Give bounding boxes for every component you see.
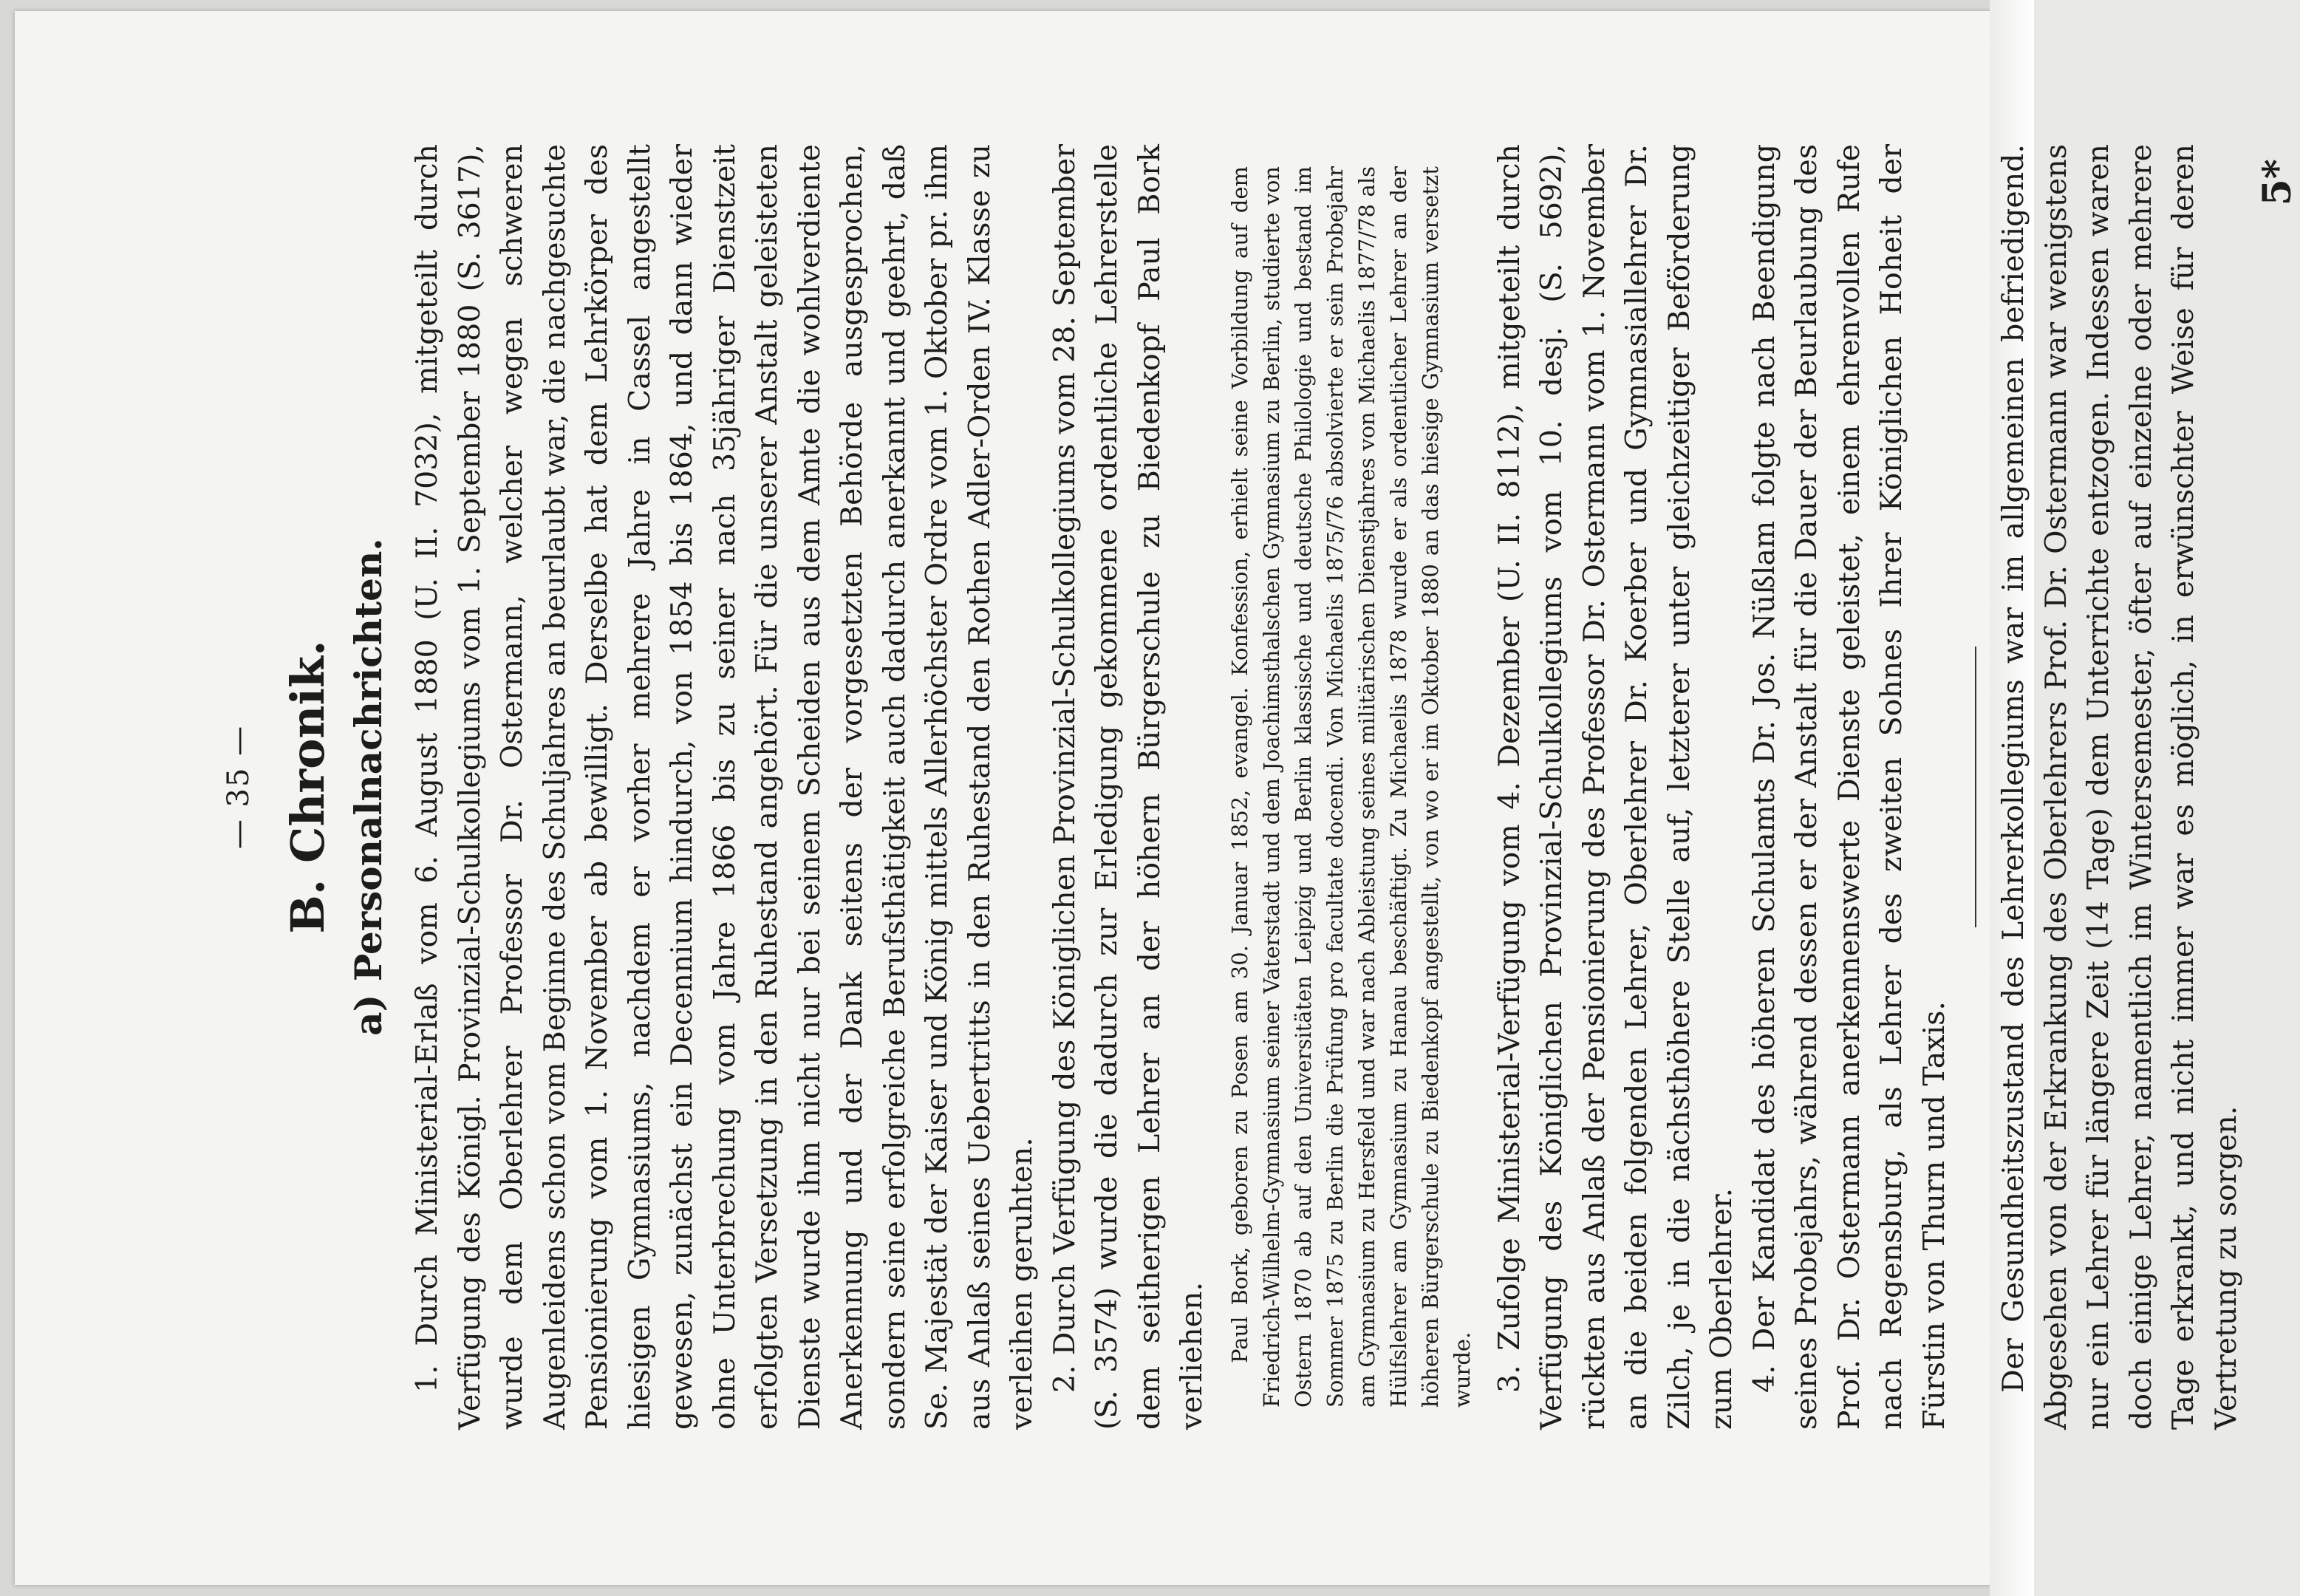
document-page	[111, 92, 2300, 1496]
subsection-title: a) Personalnachrichten.	[347, 538, 390, 1036]
signature-mark: 5*	[2255, 159, 2300, 206]
paragraph-4: 4. Der Kandidat des höheren Schulamts Dr. Jos. Nüßlam folgte nach Beendigung seines Probejahrs, während dessen er der Anstalt für die Dauer der Beurlaubung des Prof. Dr. Ostermann anerkennenswerte Dienste geleistet, einem ehrenvollen Rufe nach Regensburg, als Lehrer des zweiten Sohnes Ihrer Königlichen Hoheit der Fürstin von Thurn und Taxis.	[1747, 144, 1951, 1430]
section-divider	[1975, 647, 1976, 927]
section-title: B. Chronik.	[281, 640, 335, 934]
paragraph-2: 2. Durch Verfügung des Königlichen Provinzial-Schulkollegiums vom 28. September (S. 3574) wurde die dadurch zur Erledigung gekommene ordentliche Lehrerstelle dem seitherigen Lehrer an der höhern Bürgerschule zu Biedenkopf Paul Bork verliehen.	[1047, 144, 1209, 1430]
page-number: — 35 —	[222, 724, 256, 850]
paragraph-1: 1. Durch Ministerial-Erlaß vom 6. August 1880 (U. II. 7032), mitgeteilt durch Verfügung des Königl. Provinzial-Schulkollegiums vom 1. September 1880 (S. 3617), wurde dem Oberlehrer Professor Dr. Ostermann, welcher wegen schweren Augenleidens schon vom Beginne des Schuljahres an beurlaubt war, die nachgesuchte Pensionierung vom 1. November ab bewilligt. Derselbe hat dem Lehrkörper des hiesigen Gymnasiums, nachdem er vorher mehrere Jahre in Cassel angestellt gewesen, zunächst ein Decennium hindurch, von 1854 bis 1864, und dann wieder ohne Unterbrechung vom Jahre 1866 bis zu seiner nach 35jähriger Dienstzeit erfolgten Versetzung in den Ruhestand angehört. Für die unserer Anstalt geleisteten Dienste wurde ihm nicht nur bei seinem Scheiden aus dem Amte die wohlverdiente Anerkennung und der Dank seitens der vorgesetzten Behörde ausgesprochen, sondern seine erfolgreiche Berufsthätigkeit auch dadurch anerkannt und geehrt, daß Se. Majestät der Kaiser und König mittels Allerhöchster Ordre vom 1. Oktober pr. ihm aus Anlaß seines Uebertritts in den Ruhestand den Rothen Adler-Orden IV. Klasse zu verleihen geruhten.	[410, 144, 1039, 1430]
paragraph-health: Der Gesundheitszustand des Lehrerkollegiums war im allgemeinen befriedigend. Abgesehen von der Erkrankung des Oberlehrers Prof. Dr. Ostermann war wenigstens nur ein Lehrer für längere Zeit (14 Tage) dem Unterrichte entzogen. Indessen waren doch einige Lehrer, namentlich im Wintersemester, öfter auf einzelne oder mehrere Tage erkrankt, und nicht immer war es möglich, in erwünschter Weise für deren Vertretung zu sorgen.	[1996, 144, 2243, 1430]
biography-note: Paul Bork, geboren zu Posen am 30. Januar 1852, evangel. Konfession, erhielt seine Vorbildung auf dem Friedrich-Wilhelm-Gymnasium seiner Vaterstadt und dem Joachimsthalschen Gymnasium zu Berlin, studierte von Ostern 1870 ab auf den Universitäten Leipzig und Berlin klassische und deutsche Philologie und bestand im Sommer 1875 zu Berlin die Prüfung pro facultate docendi. Von Michaelis 1875/76 absolvierte er sein Probejahr am Gymnasium zu Hersfeld und war nach Ableistung seines militärischen Dienstjahres von Michaelis 1877/78 als Hülfslehrer am Gymnasium zu Hanau beschäftigt. Zu Michaelis 1878 wurde er als ordentlicher Lehrer an der höheren Bürgerschule zu Biedenkopf angestellt, von wo er im Oktober 1880 an das hiesige Gymnasium versetzt wurde.	[1226, 166, 1475, 1408]
page-content	[222, 144, 2300, 1430]
paragraph-3: 3. Zufolge Ministerial-Verfügung vom 4. Dezember (U. II. 8112), mitgeteilt durch Verfügung des Königlichen Provinzial-Schulkollegiums vom 10. desj. (S. 5692), rückten aus Anlaß der Pensionierung des Professor Dr. Ostermann vom 1. November an die beiden folgenden Lehrer, Oberlehrer Dr. Koerber und Gymnasiallehrer Dr. Zilch, je in die nächsthöhere Stelle auf, letzterer unter gleichzeitiger Beförderung zum Oberlehrer.	[1492, 144, 1738, 1430]
